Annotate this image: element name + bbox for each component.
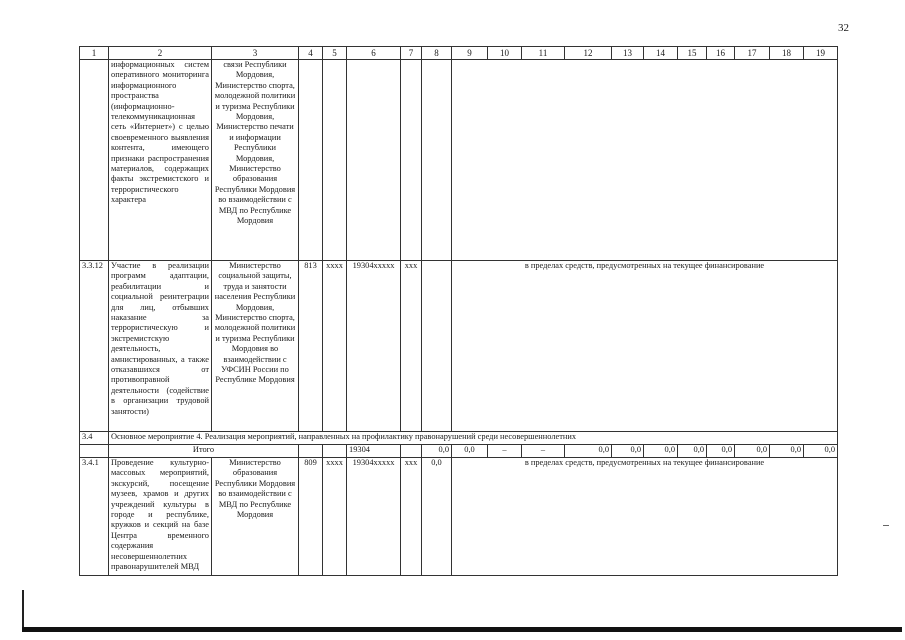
- budget-table: [79, 46, 838, 576]
- col-number: 14: [644, 47, 678, 60]
- col-number: 11: [522, 47, 565, 60]
- rzpr-code: xxxx: [323, 261, 347, 432]
- amount: 0,0: [644, 445, 678, 458]
- financing-note: в пределах средств, предусмотренных на текущее финансирование: [452, 261, 838, 432]
- amount: 0,0: [565, 445, 612, 458]
- col-number: 19: [804, 47, 838, 60]
- row-number: 3.3.12: [80, 261, 109, 432]
- vr-code: xxx: [401, 458, 422, 576]
- col-number: 12: [565, 47, 612, 60]
- col-number: 16: [707, 47, 735, 60]
- grbs-code: 809: [299, 458, 323, 576]
- measure-description: Участие в реализации программ адаптации, реабилитации и социальной реинтеграции для лиц, отбывших наказание за террористическую и экстремистскую деятельность, амнистированных, а также отказавшихся от противоправной деятельности (содействие в организации трудовой занятости): [109, 261, 212, 432]
- col-number: 8: [422, 47, 452, 60]
- col-number: 4: [299, 47, 323, 60]
- responsible-executor: Министерство образования Республики Мордовия во взаимодействии с МВД по Республике Мордовия: [212, 458, 299, 576]
- amount: –: [522, 445, 565, 458]
- table-row: [80, 261, 838, 432]
- col-number: 6: [347, 47, 401, 60]
- amount: 0,0: [452, 445, 488, 458]
- table-row: [80, 458, 838, 576]
- amount: 0,0: [422, 458, 452, 576]
- row-number: 3.4: [80, 432, 109, 445]
- row-number: 3.4.1: [80, 458, 109, 576]
- col-number: 1: [80, 47, 109, 60]
- col-number: 7: [401, 47, 422, 60]
- grbs-code: 813: [299, 261, 323, 432]
- col-number: 13: [612, 47, 644, 60]
- measure-description: информационных систем оперативного мониторинга информационного пространства (информационно-телекоммуникационная сеть «Интернет») с целью своевременного выявления контента, имеющего признаки распространения материалов, содержащих факты экстремистского и террористического характера: [109, 60, 212, 261]
- col-number: 3: [212, 47, 299, 60]
- header-row: [80, 47, 838, 60]
- amount: 0,0: [612, 445, 644, 458]
- responsible-executor: связи Республики Мордовия, Министерство спорта, молодежной политики и туризма Республики Мордовия, Министерство печати и информации Республики Мордовия, Министерство образования Республики Мордовия во взаимодействии с МВД по Республике Мордовия: [212, 60, 299, 261]
- section-title: Основное мероприятие 4. Реализация мероприятий, направленных на профилактику правонарушений среди несовершеннолетних: [109, 432, 838, 445]
- scan-edge-left: [22, 590, 24, 630]
- total-row: [80, 445, 838, 458]
- page-number: 32: [838, 22, 849, 34]
- section-row: [80, 432, 838, 445]
- col-number: 9: [452, 47, 488, 60]
- col-number: 2: [109, 47, 212, 60]
- csr-code: 19304: [347, 445, 401, 458]
- amount: –: [488, 445, 522, 458]
- csr-code: 19304xxxxx: [347, 458, 401, 576]
- amount: 0,0: [678, 445, 707, 458]
- financing-note: в пределах средств, предусмотренных на текущее финансирование: [452, 458, 838, 576]
- amount: 0,0: [804, 445, 838, 458]
- table-row: [80, 60, 838, 261]
- scan-edge-bottom: [22, 627, 902, 632]
- vr-code: xxx: [401, 261, 422, 432]
- col-number: 18: [770, 47, 804, 60]
- csr-code: 19304xxxxx: [347, 261, 401, 432]
- col-number: 5: [323, 47, 347, 60]
- amount: 0,0: [707, 445, 735, 458]
- col-number: 17: [735, 47, 770, 60]
- responsible-executor: Министерство социальной защиты, труда и занятости населения Республики Мордовия, Министерство спорта, молодежной политики и туризма Республики Мордовия во взаимодействии с УФСИН России по Республике Мордовия: [212, 261, 299, 432]
- scan-mark: [883, 525, 889, 526]
- measure-description: Проведение культурно-массовых мероприятий, экскурсий, посещение музеев, храмов и других учреждений культуры в городе и республике, кружков и секций на базе Центра временного содержания несовершеннолетних правонарушителей МВД: [109, 458, 212, 576]
- col-number: 10: [488, 47, 522, 60]
- total-label: Итого: [109, 445, 299, 458]
- amount: 0,0: [770, 445, 804, 458]
- rzpr-code: xxxx: [323, 458, 347, 576]
- amount: 0,0: [735, 445, 770, 458]
- col-number: 15: [678, 47, 707, 60]
- amount: 0,0: [422, 445, 452, 458]
